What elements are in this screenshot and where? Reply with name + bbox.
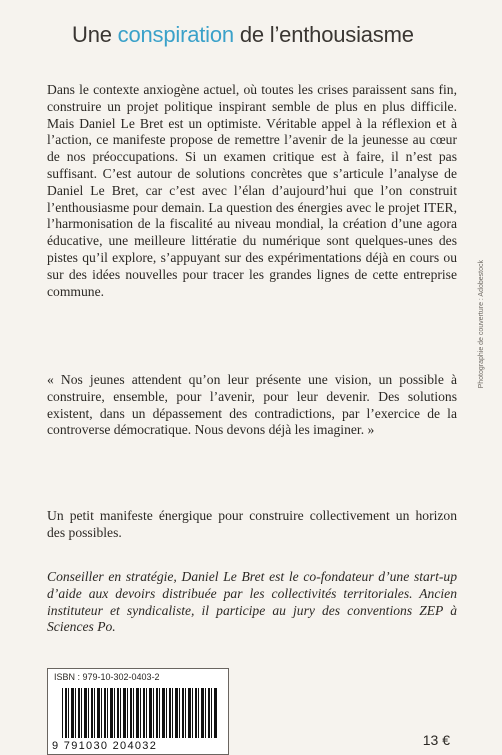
barcode-digits: 9 791030 204032 bbox=[52, 740, 158, 752]
title-part-2: de l’enthousiasme bbox=[233, 22, 414, 47]
barcode-icon bbox=[62, 688, 218, 738]
title-part-1: Une bbox=[72, 22, 118, 47]
author-bio-paragraph: Conseiller en stratégie, Daniel Le Bret est le co-fondateur d’une start-up d’aide aux devoirs distribuée par les collectivités territoriales. Ancien instituteur et syndicaliste, il participe au jury des conventions ZEP à Sciences Po. bbox=[47, 569, 457, 635]
summary-paragraph: Dans le contexte anxiogène actuel, où toutes les crises paraissent sans fin, construire un projet politique inspirant semble de plus en plus difficile. Mais Daniel Le Bret est un optimiste. Véritable appel à la réflexion et à l’action, ce manifeste propose de remettre l’avenir de la jeunesse au cœur de nos préoccupations. Si un examen critique est à faire, il n’est pas suffisant. C’est autour de solutions concrètes que s’articule l’analyse de Daniel Le Bret, car c’est avec l’élan d’aujourd’hui que l’on construit l’enthousiasme pour demain. La question des énergies avec le projet ITER, l’harmonisation de la fiscalité au niveau mondial, la création d’une agora éducative, une meilleure littératie du numérique sont quelques-unes des pistes qu’il explore, s’appuyant sur des expérimentations déjà en cours ou sur des idées nouvelles pour tracer les grandes lignes de cette entreprise commune. bbox=[47, 82, 457, 299]
price-label: 13 € bbox=[422, 732, 450, 748]
quote-paragraph: « Nos jeunes attendent qu’on leur présente une vision, un possible à construire, ensemble, pour l’avenir, pour leur devenir. Des solutions existent, dans un dépassement des contradictions, par l’exercice de la controverse démocratique. Nous devons déjà les imaginer. » bbox=[47, 372, 457, 438]
cover-photo-credit: Photographie de couverture : Adobestock bbox=[478, 260, 485, 389]
title-accent-word: conspiration bbox=[117, 22, 234, 47]
book-title bbox=[72, 22, 414, 48]
isbn-label: ISBN : 979-10-302-0403-2 bbox=[54, 672, 160, 682]
tagline-paragraph: Un petit manifeste énergique pour construire collectivement un horizon des possibles. bbox=[47, 508, 457, 540]
isbn-block bbox=[47, 668, 229, 755]
